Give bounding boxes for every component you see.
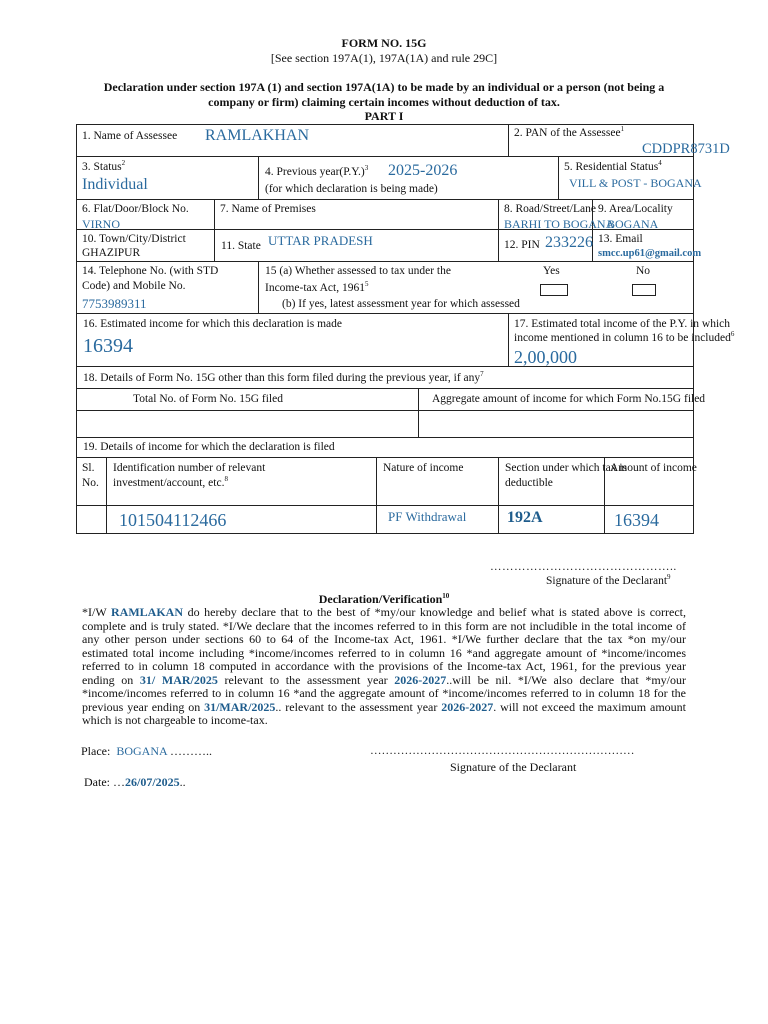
town-cell [77,230,215,262]
name-label: 1. Name of Assessee [82,130,178,142]
id-header-cell [107,458,377,506]
road-value[interactable]: BARHI TO BOGANA [504,217,615,231]
yes-label: Yes [543,265,560,277]
yes-checkbox[interactable] [540,284,568,296]
amount-header-cell [605,458,697,506]
id-value-cell[interactable] [107,506,377,534]
nature-value: PF Withdrawal [388,509,467,524]
total-income-label-line1: 17. Estimated total income of the P.Y. in which [514,318,731,330]
flat-label: 6. Flat/Door/Block No. [82,203,189,215]
sl-header-cell [77,458,107,506]
aggregate-header-cell [419,389,706,411]
sl-header-no: No. [82,477,99,489]
nature-header: Nature of income [383,462,464,474]
pin-cell [499,230,593,262]
previous-year-value[interactable]: 2025-2026 [388,162,458,179]
state-cell [215,230,499,262]
nature-value-cell[interactable] [377,506,499,534]
form-table [76,124,735,534]
total-income-value[interactable]: 2,00,000 [514,347,577,367]
status-label: 3. Status$^2$ [82,159,126,173]
aggregate-header: Aggregate amount of income for which Form No.15G filed [432,393,706,405]
verification-paragraph: *I/W RAMLAKAN do hereby declare that to the best of *my/our knowledge and belief what is stated above is correct, complete and is truly stated. *I/We declare that the incomes referred to in this form are not includible in the total income of any other person under sections 60 to 64 of the Income-tax Act, 1961. *I/We further declare that the tax *on my/our estimated total income including *income/incomes referred to in column 16 *and aggregate amount of *income/incomes referred to in column 18 computed in accordance with the provisions of the Income-tax Act, 1961, for the previous year ending on 31/ MAR/2025 relevant to the assessment year 2026-2027..will be nil. *I/We also declare that *my/our *income/incomes referred to in column 16 *and the aggregate amount of *income/incomes referred to in column 18 for the previous year ending on 31/MAR/2025.. relevant to the assessment year 2026-2027. will not exceed the maximum amount which is not chargeable to income-tax. [82,605,686,727]
flat-value[interactable]: VIRNO [82,217,120,231]
name-cell [77,125,509,157]
section-value-cell[interactable] [499,506,605,534]
town-label: 10. Town/City/District [82,233,186,245]
pan-cell [509,125,730,157]
total-income-cell [509,314,735,367]
email-label: 13. Email [598,233,643,245]
aggregate-value-cell[interactable] [419,411,694,438]
previous-year-end-date-1[interactable]: 31/ MAR/2025 [139,672,218,687]
road-label: 8. Road/Street/Lane [504,203,596,215]
previous-year-end-date-2[interactable]: 31/MAR/2025 [204,699,276,714]
state-label: 11. State [221,240,261,252]
email-cell [593,230,702,262]
declaration-heading-line1: Declaration under section 197A (1) and section 197A(1A) to be made by an individual or a person (not being a [103,80,665,94]
final-signature-label: Signature of the Declarant [450,760,577,774]
status-value[interactable]: Individual [82,176,148,193]
section-header-line2: deductible [505,477,553,489]
estimated-income-value[interactable]: 16394 [83,335,133,357]
road-cell [499,200,615,231]
amount-header: Amount of income [610,462,697,474]
name-value[interactable]: RAMLAKHAN [205,127,309,144]
section-reference: [See section 197A(1), 197A(1A) and rule 29C] [270,51,498,65]
place-dots: ……….. [167,744,212,758]
estimated-income-cell [77,314,509,367]
no-label: No [636,265,651,277]
telephone-cell [77,262,259,314]
telephone-label-line1: 14. Telephone No. (with STD [82,265,219,277]
place-label: Place: [81,744,111,758]
other-forms-cell [77,367,694,389]
flat-cell [77,200,215,230]
date-row [84,775,186,790]
residential-status-value[interactable]: VILL & POST - BOGANA [569,176,702,190]
section-value: 192A [507,509,543,526]
id-header-line1: Identification number of relevant [113,462,266,474]
town-value[interactable]: GHAZIPUR [82,247,141,259]
premises-cell [215,200,499,230]
no-checkbox[interactable] [632,284,656,296]
pan-value[interactable]: CDDPR8731D [642,141,730,157]
id-header-line2: investment/account, etc.$^8$ [113,475,228,489]
id-value: 101504112466 [119,510,227,530]
declarant-name[interactable]: RAMLAKAN [111,605,184,619]
form-number: FORM NO. 15G [341,36,427,50]
residential-status-cell [559,157,702,200]
place-row [81,744,212,759]
telephone-value[interactable]: 7753989311 [82,296,147,311]
assessed-cell [259,262,694,314]
total-forms-header-cell [77,389,419,411]
pin-label: 12. PIN [504,239,540,251]
residential-status-label: 5. Residential Status$^4$ [564,159,662,173]
area-value[interactable]: BOGANA [607,217,659,231]
premises-label: 7. Name of Premises [220,203,316,215]
total-income-label-line2: income mentioned in column 16 to be included$^6$ [514,330,735,344]
section-header-cell [499,458,628,506]
estimated-income-label: 16. Estimated income for which this declaration is made [83,318,342,330]
place-value[interactable]: BOGANA [116,744,167,758]
amount-value: 16394 [614,510,659,530]
income-details-cell [77,438,694,458]
assessed-label-a: 15 (a) Whether assessed to tax under the [265,265,451,277]
previous-year-note: (for which declaration is being made) [265,183,438,195]
sl-value-cell[interactable] [77,506,107,534]
date-value[interactable]: 26/07/2025 [125,775,180,789]
email-value[interactable]: smcc.up61@gmail.com [598,248,702,259]
previous-year-label: 4. Previous $year(P.Y.)^3$ [265,164,369,178]
other-forms-label: 18. Details of Form No. 15G other than this form filed during the previous year, if any$^7$ [83,370,484,384]
assessment-year-1[interactable]: 2026-2027 [394,672,447,687]
total-forms-value-cell[interactable] [77,411,419,438]
pan-label: 2. PAN of the Assessee$^1$ [514,125,625,139]
area-label: 9. Area/Locality [598,203,673,215]
telephone-label-line2: Code) and Mobile No. [82,280,186,292]
declaration-heading-line2: company or firm) claiming certain incomes without deduction of tax. [208,95,560,109]
assessed-label-b: (b) If yes, latest assessment year for which assessed [282,298,520,310]
previous-year-cell [259,157,559,200]
amount-value-cell[interactable] [605,506,694,534]
income-details-label: 19. Details of income for which the declaration is filed [83,441,335,453]
status-cell [77,157,259,200]
assessment-year-2[interactable]: 2026-2027 [441,699,494,714]
nature-header-cell [377,458,499,506]
date-dots: .. [179,775,186,789]
date-label: Date: … [84,775,125,789]
verification-title: Declaration/Verification$^{10}$ [318,592,450,606]
total-forms-header: Total No. of Form No. 15G filed [133,393,283,405]
final-signature-dots: …………………………………………………………… [370,745,635,757]
pin-value[interactable]: 233226 [545,234,593,251]
assessed-label-a2: Income-tax Act, 1961$^5$ [265,280,369,294]
state-value[interactable]: UTTAR PRADESH [268,233,373,248]
signature-label: Signature of the Declarant$^9$ [546,573,671,587]
signature-dots: ……………………………………….. [490,561,677,573]
sl-header: Sl. [82,462,95,474]
area-cell [593,200,694,230]
part-heading: PART I [364,109,404,123]
section-header-line1: Section under which tax is [505,462,628,474]
